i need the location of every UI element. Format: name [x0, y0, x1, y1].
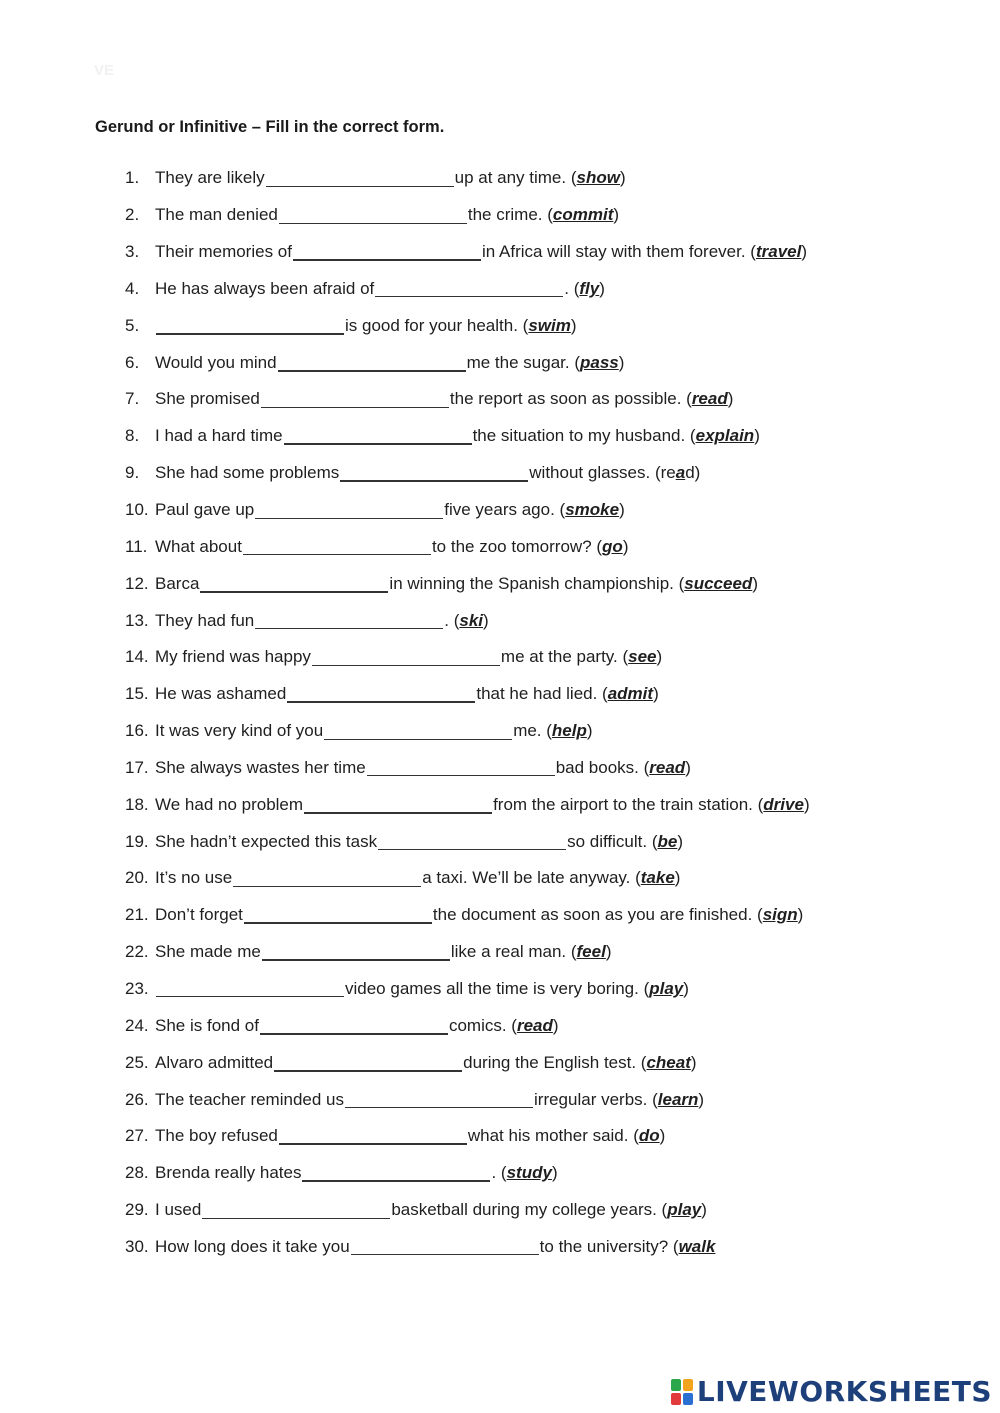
exercise-item [125, 860, 985, 897]
item-number: 6. [125, 352, 140, 372]
item-close-text: ) [619, 500, 625, 520]
item-number: 29. [125, 1200, 149, 1220]
answer-blank[interactable] [324, 719, 512, 740]
item-prefix-text: The man denied [155, 205, 278, 225]
item-suffix-text: so difficult. ( [567, 831, 658, 851]
answer-blank[interactable] [340, 460, 528, 482]
item-suffix-text: the document as soon as you are finished. ( [432, 905, 763, 925]
exercise-item [125, 418, 985, 455]
item-suffix-text: to the university? ( [539, 1236, 679, 1256]
base-verb-hint: read [691, 389, 728, 409]
item-suffix-text: . ( [491, 1163, 507, 1183]
exercise-item [125, 234, 985, 271]
item-prefix-text: Paul gave up [155, 500, 255, 520]
answer-blank[interactable] [244, 902, 432, 924]
item-suffix-text: that he had lied. ( [476, 684, 608, 704]
base-verb-hint: take [640, 868, 675, 888]
item-close-text: ) [685, 757, 691, 777]
item-prefix-text: She is fond of [155, 1015, 259, 1035]
exercise-item [125, 1044, 985, 1081]
base-verb-hint: show [576, 168, 620, 188]
item-close-text: ) [619, 168, 626, 188]
item-prefix-text: I had a hard time [155, 426, 283, 446]
item-number: 13. [125, 610, 149, 630]
item-close-text: ) [683, 978, 689, 998]
item-number: 24. [125, 1015, 149, 1035]
item-number: 12. [125, 573, 149, 593]
answer-blank[interactable] [302, 1160, 490, 1182]
item-suffix-text: the report as soon as possible. ( [449, 389, 692, 409]
item-close-text: ) [803, 794, 810, 814]
exercise-item [125, 1081, 985, 1118]
exercise-item [125, 786, 985, 823]
item-suffix-text: like a real man. ( [450, 942, 577, 962]
item-close-text: ) [599, 278, 605, 298]
answer-blank[interactable] [202, 1198, 390, 1219]
item-close-text: ) [622, 536, 629, 556]
item-number: 28. [125, 1163, 149, 1183]
item-number: 16. [125, 721, 149, 741]
base-verb-hint: learn [657, 1089, 699, 1109]
item-prefix-text: They are likely [155, 168, 265, 188]
item-suffix-text: a taxi. We’ll be late anyway. ( [422, 868, 641, 888]
item-suffix-text: in winning the Spanish championship. ( [389, 573, 685, 593]
exercise-item [125, 160, 985, 197]
item-suffix-text: in Africa will stay with them forever. ( [481, 242, 756, 262]
answer-blank[interactable] [260, 1013, 448, 1035]
item-close-text: ) [613, 205, 620, 225]
item-suffix-text: what his mother said. ( [467, 1126, 639, 1146]
answer-blank[interactable] [287, 681, 475, 703]
base-verb-hint: fly [579, 278, 600, 298]
item-prefix-text: Would you mind [155, 352, 277, 372]
exercise-item [125, 197, 985, 234]
item-number: 1. [125, 168, 140, 188]
base-verb-hint: be [657, 831, 678, 851]
item-number: 14. [125, 647, 149, 667]
base-verb-hint: help [551, 721, 587, 741]
base-verb-hint: feel [576, 942, 606, 962]
item-close-text: ) [677, 831, 683, 851]
item-prefix-text: She made me [155, 942, 261, 962]
item-suffix-text: video games all the time is very boring. ( [345, 978, 650, 998]
item-close-text: ) [552, 1015, 559, 1035]
answer-blank[interactable] [312, 645, 500, 666]
answer-blank[interactable] [378, 829, 566, 850]
item-number: 30. [125, 1236, 149, 1256]
exercise-item [125, 492, 985, 529]
exercise-item [125, 1228, 985, 1265]
item-prefix-text: How long does it take you [155, 1236, 350, 1256]
logo-text: LIVEWORKSHEETS [696, 1375, 992, 1408]
item-number: 18. [125, 794, 149, 814]
item-suffix-text: irregular verbs. ( [534, 1089, 658, 1109]
answer-blank[interactable] [293, 239, 481, 261]
item-close-text: ) [570, 315, 577, 335]
worksheet-title: Gerund or Infinitive – Fill in the correct form. [95, 118, 445, 136]
exercise-item [125, 602, 985, 639]
exercise-item [125, 823, 985, 860]
answer-blank[interactable] [233, 866, 421, 887]
base-verb-hint: play [667, 1200, 702, 1220]
exercise-item [125, 1192, 985, 1229]
exercise-item [125, 897, 985, 934]
answer-blank[interactable] [279, 203, 467, 224]
item-close-text: ) [653, 684, 659, 704]
base-verb-hint: ski [459, 610, 483, 630]
base-verb-hint: travel [755, 242, 802, 262]
item-suffix-text: . ( [564, 278, 580, 298]
item-suffix-text: basketball during my college years. ( [391, 1200, 668, 1220]
item-prefix-text: Barca [155, 573, 200, 593]
base-verb-hint: study [506, 1163, 552, 1183]
item-suffix-text: up at any time. ( [454, 168, 577, 188]
exercise-item [125, 271, 985, 308]
item-prefix-text: I used [155, 1200, 202, 1220]
item-suffix-text: the crime. ( [467, 205, 553, 225]
item-suffix-text: to the zoo tomorrow? ( [431, 536, 603, 556]
exercise-item [125, 455, 985, 492]
item-close-text: ) [618, 352, 625, 372]
item-close-text: ) [656, 647, 663, 667]
base-verb-hint: read [649, 757, 686, 777]
item-prefix-text: It was very kind of you [155, 721, 324, 741]
item-number: 15. [125, 684, 149, 704]
item-number: 25. [125, 1052, 149, 1072]
item-prefix-text: Alvaro admitted [155, 1052, 274, 1072]
answer-blank[interactable] [345, 1087, 533, 1108]
answer-blank[interactable] [255, 498, 443, 519]
item-prefix-text: He was ashamed [155, 684, 287, 704]
item-prefix-text: She had some problems [155, 463, 340, 483]
answer-blank[interactable] [278, 350, 466, 372]
base-verb-hint: a [675, 463, 686, 483]
item-close-text: ) [690, 1052, 697, 1072]
item-number: 17. [125, 757, 149, 777]
base-verb-hint: admit [607, 684, 654, 704]
item-close-text: ) [698, 1089, 705, 1109]
item-number: 21. [125, 905, 149, 925]
item-close-text: d) [685, 463, 701, 483]
answer-blank[interactable] [243, 534, 431, 555]
base-verb-hint: commit [552, 205, 614, 225]
item-number: 4. [125, 278, 140, 298]
answer-blank[interactable] [156, 976, 344, 997]
exercise-item [125, 1155, 985, 1192]
item-prefix-text: He has always been afraid of [155, 278, 375, 298]
item-suffix-text: the situation to my husband. ( [472, 426, 696, 446]
exercise-item [125, 676, 985, 713]
exercise-item [125, 934, 985, 971]
item-close-text: ) [483, 610, 489, 630]
item-prefix-text: They had fun [155, 610, 255, 630]
item-prefix-text: She promised [155, 389, 260, 409]
answer-blank[interactable] [274, 1050, 462, 1072]
answer-blank[interactable] [262, 939, 450, 961]
item-close-text: ) [754, 426, 760, 446]
exercise-item [125, 713, 985, 750]
item-close-text: ) [727, 389, 734, 409]
item-number: 8. [125, 426, 140, 446]
base-verb-hint: do [638, 1126, 660, 1146]
answer-blank[interactable] [279, 1123, 467, 1145]
item-close-text: ) [674, 868, 681, 888]
item-number: 19. [125, 831, 149, 851]
exercise-item [125, 344, 985, 381]
base-verb-hint: read [516, 1015, 553, 1035]
base-verb-hint: see [628, 647, 657, 667]
answer-blank[interactable] [156, 313, 344, 335]
answer-blank[interactable] [304, 792, 492, 814]
watermark-text: VE [94, 62, 115, 79]
item-close-text: ) [586, 721, 593, 741]
answer-blank[interactable] [255, 608, 443, 629]
item-number: 9. [125, 463, 140, 483]
base-verb-hint: pass [579, 352, 619, 372]
base-verb-hint: drive [763, 794, 804, 814]
answer-blank[interactable] [200, 571, 388, 593]
exercise-item [125, 1007, 985, 1044]
base-verb-hint: play [649, 978, 684, 998]
item-prefix-text: The teacher reminded us [155, 1089, 344, 1109]
item-prefix-text: Brenda really hates [155, 1163, 302, 1183]
base-verb-hint: walk [678, 1236, 716, 1256]
item-suffix-text: me the sugar. ( [466, 352, 580, 372]
item-prefix-text: What about [155, 536, 242, 556]
exercise-item [125, 971, 985, 1008]
item-suffix-text: me at the party. ( [500, 647, 629, 667]
answer-blank[interactable] [351, 1234, 539, 1255]
answer-blank[interactable] [284, 423, 472, 445]
base-verb-hint: swim [528, 315, 571, 335]
exercise-item [125, 639, 985, 676]
answer-blank[interactable] [375, 276, 563, 297]
item-close-text: ) [605, 942, 612, 962]
answer-blank[interactable] [367, 755, 555, 776]
answer-blank[interactable] [261, 387, 449, 408]
base-verb-hint: cheat [646, 1052, 691, 1072]
item-number: 20. [125, 868, 149, 888]
item-suffix-text: five years ago. ( [444, 500, 566, 520]
item-number: 26. [125, 1089, 149, 1109]
exercise-item [125, 381, 985, 418]
exercise-item [125, 750, 985, 787]
exercise-list [125, 160, 985, 1265]
item-close-text: ) [701, 1200, 707, 1220]
liveworksheets-logo[interactable] [671, 1375, 992, 1408]
base-verb-hint: succeed [684, 573, 753, 593]
item-prefix-text: My friend was happy [155, 647, 311, 667]
item-suffix-text: comics. ( [448, 1015, 517, 1035]
item-prefix-text: The boy refused [155, 1126, 278, 1146]
base-verb-hint: smoke [565, 500, 620, 520]
exercise-item [125, 565, 985, 602]
item-suffix-text: without glasses. (re [529, 463, 676, 483]
item-number: 7. [125, 389, 140, 409]
item-number: 23. [125, 978, 149, 998]
item-suffix-text: bad books. ( [555, 757, 650, 777]
item-close-text: ) [752, 573, 758, 593]
exercise-item [125, 528, 985, 565]
item-number: 10. [125, 500, 149, 520]
base-verb-hint: go [602, 536, 623, 556]
item-number: 3. [125, 242, 140, 262]
item-prefix-text: Their memories of [155, 242, 292, 262]
item-prefix-text: It’s no use [155, 868, 233, 888]
item-number: 27. [125, 1126, 149, 1146]
item-close-text: ) [797, 905, 804, 925]
item-number: 11. [125, 536, 148, 556]
item-prefix-text: She always wastes her time [155, 757, 366, 777]
item-prefix-text: She hadn’t expected this task [155, 831, 378, 851]
item-suffix-text: is good for your health. ( [345, 315, 529, 335]
exercise-item [125, 307, 985, 344]
item-suffix-text: . ( [444, 610, 460, 630]
item-close-text: ) [659, 1126, 666, 1146]
item-suffix-text: me. ( [513, 721, 552, 741]
item-prefix-text: Don’t forget [155, 905, 243, 925]
item-prefix-text: We had no problem [155, 794, 304, 814]
exercise-item [125, 1118, 985, 1155]
item-number: 2. [125, 205, 140, 225]
liveworksheets-logo-icon [671, 1379, 693, 1405]
item-number: 5. [125, 315, 140, 335]
item-close-text: ) [801, 242, 808, 262]
answer-blank[interactable] [266, 166, 454, 187]
base-verb-hint: explain [695, 426, 755, 446]
item-suffix-text: from the airport to the train station. ( [493, 794, 764, 814]
item-number: 22. [125, 942, 149, 962]
item-suffix-text: during the English test. ( [463, 1052, 647, 1072]
item-close-text: ) [551, 1163, 558, 1183]
base-verb-hint: sign [762, 905, 798, 925]
